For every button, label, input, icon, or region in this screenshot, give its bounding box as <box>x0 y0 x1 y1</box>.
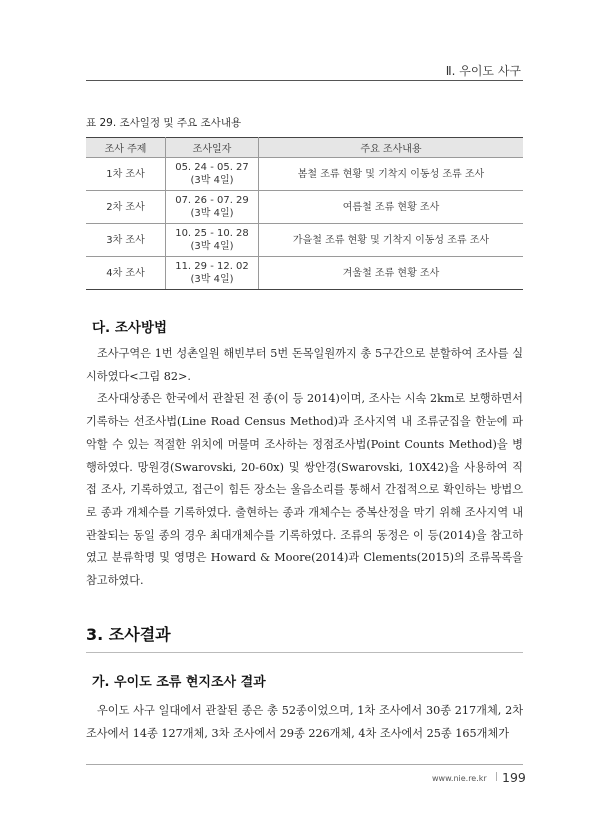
section-heading-methods: 다. 조사방법 <box>92 320 168 336</box>
date-duration: (3박 4일) <box>190 208 234 219</box>
cell-subject: 3차 조사 <box>86 224 166 257</box>
section-heading-results: 가. 우이도 조류 현지조사 결과 <box>92 675 266 690</box>
methods-body <box>86 343 523 593</box>
date-range: 07. 26 - 07. 29 <box>175 195 249 206</box>
cell-date <box>166 191 259 224</box>
cell-subject: 2차 조사 <box>86 191 166 224</box>
header-title: Ⅱ. 우이도 사구 <box>445 64 521 78</box>
results-body <box>86 700 523 745</box>
table-row <box>86 224 523 257</box>
paragraph: 조사구역은 1번 성촌일원 해빈부터 5번 돈목일원까지 총 5구간으로 분할하여 조사를 실시하였다<그림 82>. <box>86 347 523 383</box>
table-row <box>86 158 523 191</box>
chapter-heading-results: 3. 조사결과 <box>86 625 171 644</box>
date-duration: (3박 4일) <box>190 241 234 252</box>
cell-content: 겨울철 조류 현황 조사 <box>259 257 524 290</box>
cell-content: 가을철 조류 현황 및 기착지 이동성 조류 조사 <box>259 224 524 257</box>
date-range: 11. 29 - 12. 02 <box>175 261 249 272</box>
date-duration: (3박 4일) <box>190 274 234 285</box>
cell-subject: 1차 조사 <box>86 158 166 191</box>
cell-content: 봄철 조류 현황 및 기착지 이동성 조류 조사 <box>259 158 524 191</box>
cell-date <box>166 224 259 257</box>
table-row <box>86 191 523 224</box>
page-number: 199 <box>502 770 526 785</box>
table-caption: 표 29. 조사일정 및 주요 조사내용 <box>86 117 242 129</box>
footer-rule <box>86 764 523 765</box>
footer-separator: | <box>495 772 499 782</box>
cell-date <box>166 158 259 191</box>
survey-schedule-table <box>86 137 523 290</box>
date-duration: (3박 4일) <box>190 175 234 186</box>
chapter-rule <box>86 652 523 653</box>
date-range: 05. 24 - 05. 27 <box>175 162 249 173</box>
table-header-row <box>86 138 523 158</box>
column-header-subject: 조사 주제 <box>86 138 166 158</box>
cell-date <box>166 257 259 290</box>
footer-url: www.nie.re.kr <box>432 774 487 783</box>
cell-content: 여름철 조류 현황 조사 <box>259 191 524 224</box>
column-header-content: 주요 조사내용 <box>259 138 524 158</box>
table-row <box>86 257 523 290</box>
column-header-date: 조사일자 <box>166 138 259 158</box>
cell-subject: 4차 조사 <box>86 257 166 290</box>
date-range: 10. 25 - 10. 28 <box>175 228 249 239</box>
paragraph: 우이도 사구 일대에서 관찰된 종은 총 52종이었으며, 1차 조사에서 30종 217개체, 2차 조사에서 14종 127개체, 3차 조사에서 29종 226개체, 4차 조사에서 25종 165개체가 <box>86 704 523 740</box>
paragraph: 조사대상종은 한국에서 관찰된 전 종(이 등 2014)이며, 조사는 시속 2km로 보행하면서 기록하는 선조사법(Line Road Census Method)과 조사지역 내 조류군집을 한눈에 파악할 수 있는 적절한 위치에 머물며 조사하는 정점조사법(Point Counts Method)을 병행하였다. 망원경(Swarovski, 20-60x) 및 쌍안경(Swarovski, 10X42)을 사용하여 직접 조사, 기록하였고, 접근이 힘든 장소는 울음소리를 통해서 간접적으로 확인하는 방법으로 종과 개체수를 기록하였다. 출현하는 종과 개체수는 중복산정을 막기 위해 조사지역 내 관찰되는 동일 종의 경우 최대개체수를 기록하였다. 조류의 동정은 이 등(2014)을 참고하였고 분류학명 및 영명은 Howard & Moore(2014)과 Clements(2015)의 조류목록을 참고하였다. <box>86 392 523 588</box>
header-rule <box>86 80 523 81</box>
running-header <box>86 56 523 80</box>
